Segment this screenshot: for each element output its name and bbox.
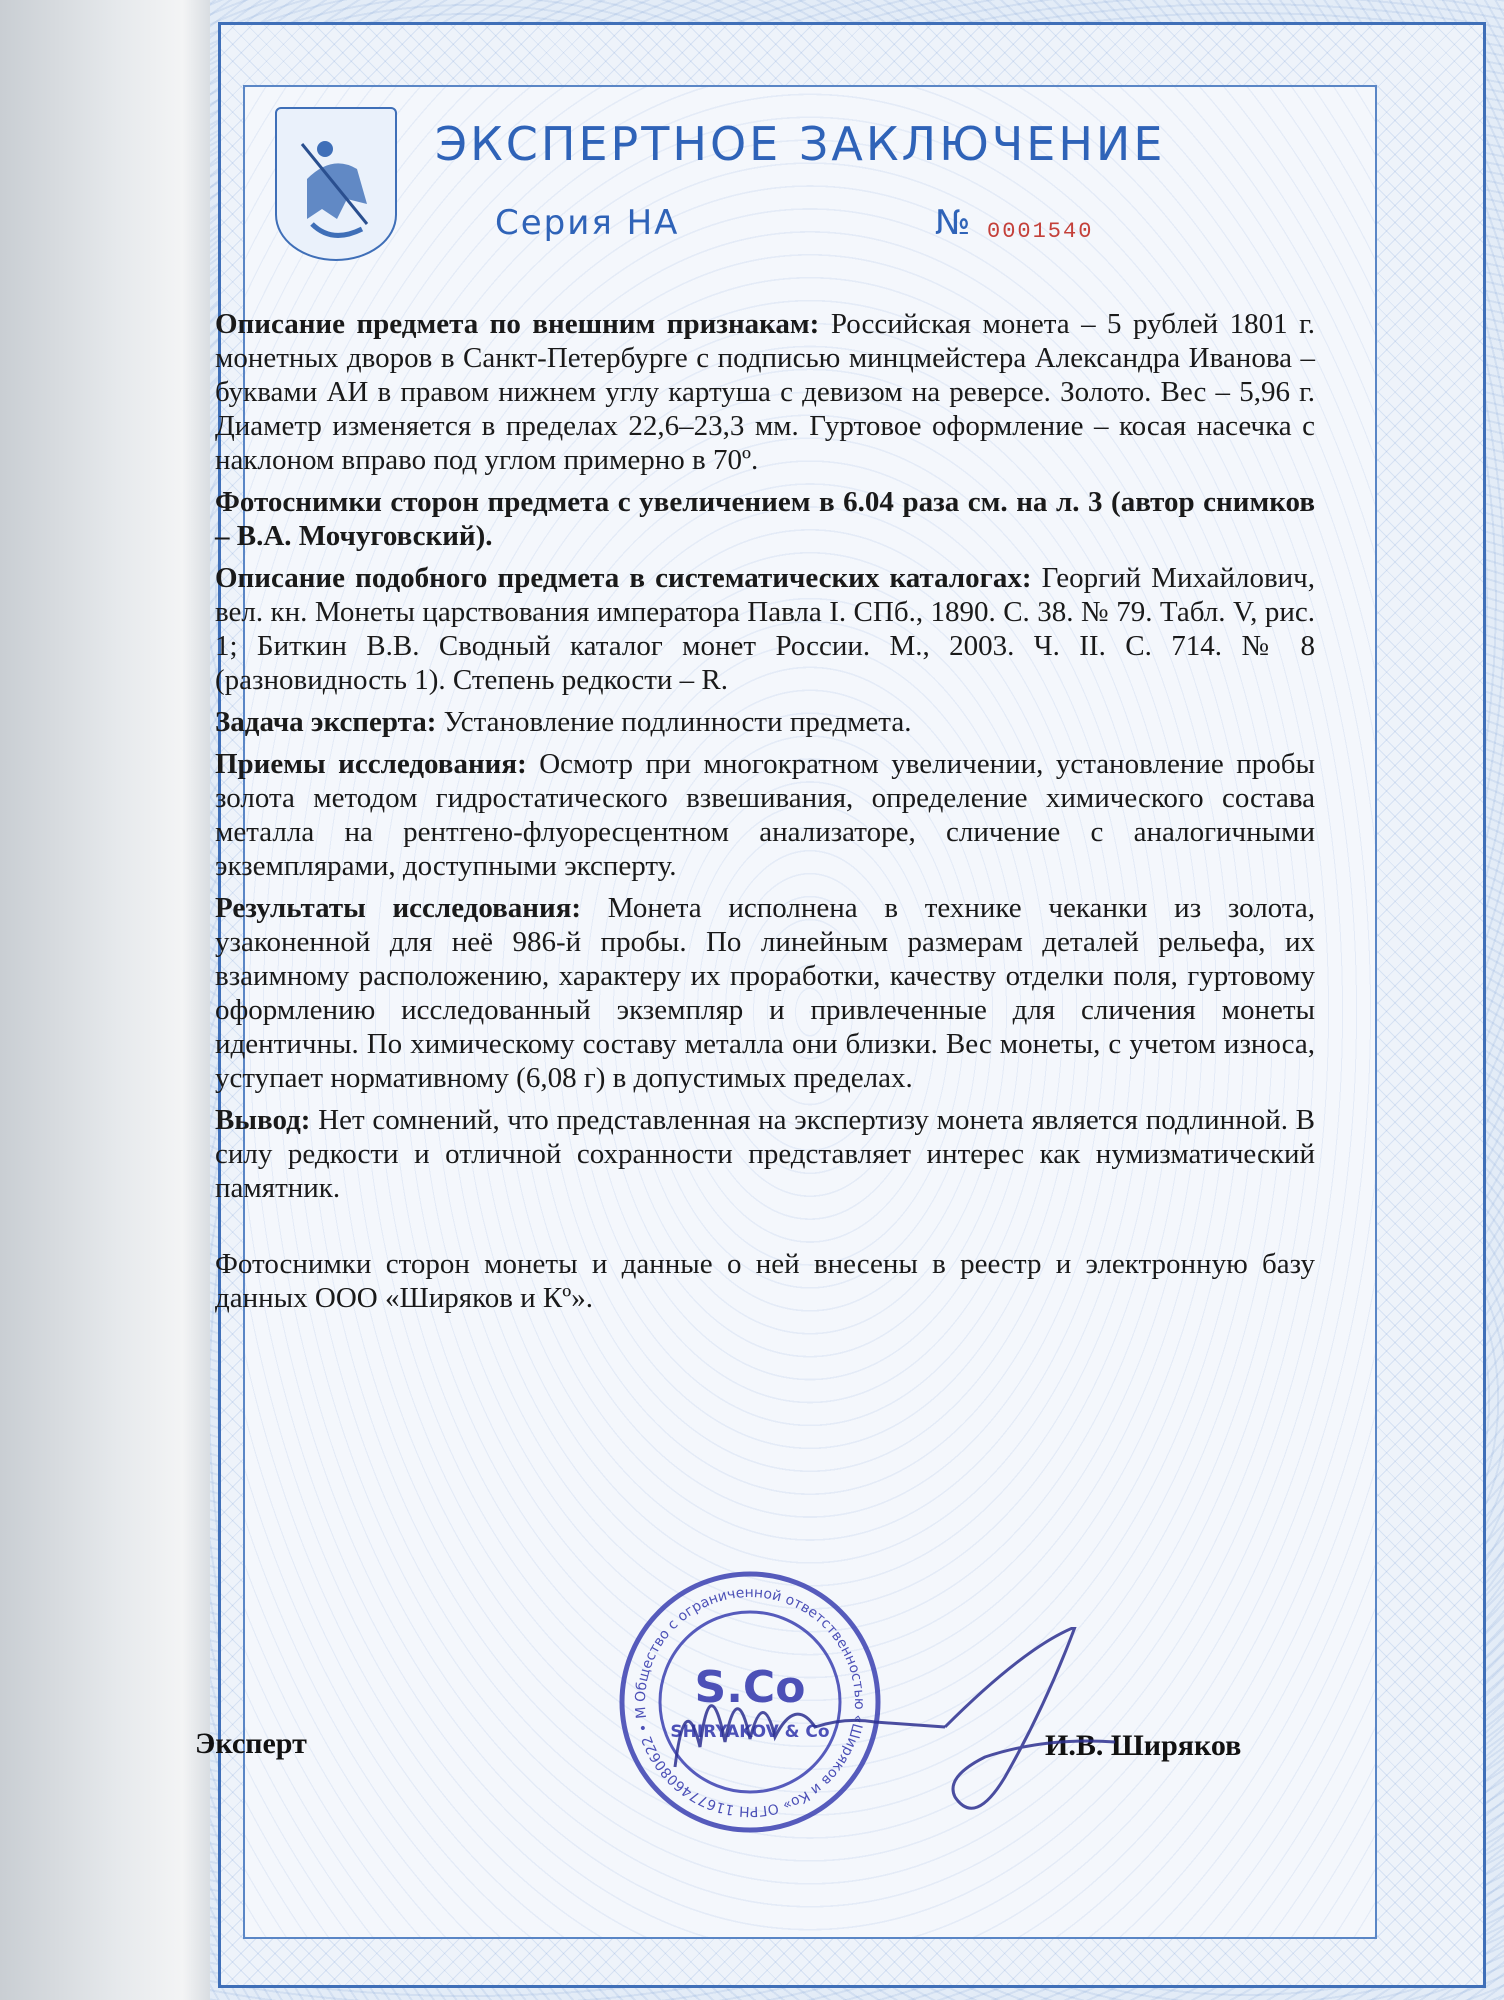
expert-label: Эксперт xyxy=(195,1727,307,1760)
series-label: Серия НА xyxy=(495,203,680,243)
registry-note: Фотоснимки сторон монеты и данные о ней внесены в реестр и электронную базу данных ООО «Ширяков и Кº». xyxy=(215,1248,1315,1314)
section-task xyxy=(215,705,1315,739)
section-description xyxy=(215,307,1315,477)
section-text: Осмотр при многократном увеличении, установление пробы золота методом гидростатического взвешивания, определение химического состава металла на рентгено-флуоресцентном анализаторе, сличение с аналогичными экземплярами, доступными эксперту. xyxy=(215,748,1315,882)
number-label: № xyxy=(935,203,971,243)
section-photos xyxy=(215,485,1315,553)
section-catalogs xyxy=(215,561,1315,697)
moscow-coat-of-arms-icon xyxy=(275,107,397,261)
handwritten-signature xyxy=(645,1627,1145,1837)
section-label: Результаты исследования: xyxy=(215,892,582,924)
section-label: Описание подобного предмета в систематических каталогах: xyxy=(215,562,1032,594)
certificate-inner-border xyxy=(195,85,1377,1939)
section-label: Приемы исследования: xyxy=(215,748,527,780)
document-body xyxy=(215,307,1315,1323)
certificate-sheet xyxy=(195,0,1504,2000)
section-conclusion xyxy=(215,1103,1315,1205)
section-text: Нет сомнений, что представленная на экспертизу монета является подлинной. В силу редкости и отличной сохранности представляет интерес как нумизматический памятник. xyxy=(215,1104,1315,1204)
page-gutter xyxy=(0,0,215,2000)
section-label: Описание предмета по внешним признакам: xyxy=(215,308,820,340)
section-label: Фотоснимки сторон предмета с увеличением в 6.04 раза см. на л. 3 (автор снимков – В.А. Мочуговский). xyxy=(215,486,1315,552)
section-methods xyxy=(215,747,1315,883)
certificate-number: 0001540 xyxy=(987,219,1094,244)
section-results xyxy=(215,891,1315,1095)
document-title: ЭКСПЕРТНОЕ ЗАКЛЮЧЕНИЕ xyxy=(435,117,1166,171)
section-text: Монета исполнена в технике чеканки из золота, узаконенной для неё 986-й пробы. По линейным размерам деталей рельефа, их взаимному расположению, характеру их проработки, качеству отделки поля, гуртовому оформлению исследованный экземпляр и привлеченные для сличения монеты идентичны. По химическому составу металла они близки. Вес монеты, с учетом износа, уступает нормативному (6,08 г) в допустимых пределах. xyxy=(215,892,1315,1094)
section-text: Установление подлинности предмета. xyxy=(436,706,912,738)
stamp-logo: S.Co xyxy=(694,1662,806,1713)
certificate-frame xyxy=(195,22,1486,1988)
section-text: Георгий Михайлович, вел. кн. Монеты царствования императора Павла I. СПб., 1890. С. 38. № 79. Табл. V, рис. 1; Биткин В.В. Сводный каталог монет России. М., 2003. Ч. II. С. 714. № 8 (разновидность 1). Степень редкости – R. xyxy=(215,562,1315,696)
stamp-ring-text: Общество с ограниченной ответственностью «Ширяков и Ко» ОГРН 1167746080622 • М xyxy=(632,1584,868,1820)
section-text: Российская монета – 5 рублей 1801 г. монетных дворов в Санкт-Петербурге с подписью минцмейстера Александра Иванова – буквами АИ в правом нижнем углу картуша с девизом на реверсе. Золото. Вес – 5,96 г. Диаметр изменяется в пределах 22,6–23,3 мм. Гуртовое оформление – косая насечка с наклоном вправо под углом примерно в 70º. xyxy=(215,308,1316,476)
expert-name: И.В. Ширяков xyxy=(1045,1729,1242,1762)
section-label: Вывод: xyxy=(215,1104,311,1136)
stamp-center-text: SHIRYAKOV & Co xyxy=(670,1722,830,1742)
section-label: Задача эксперта: xyxy=(215,706,437,738)
